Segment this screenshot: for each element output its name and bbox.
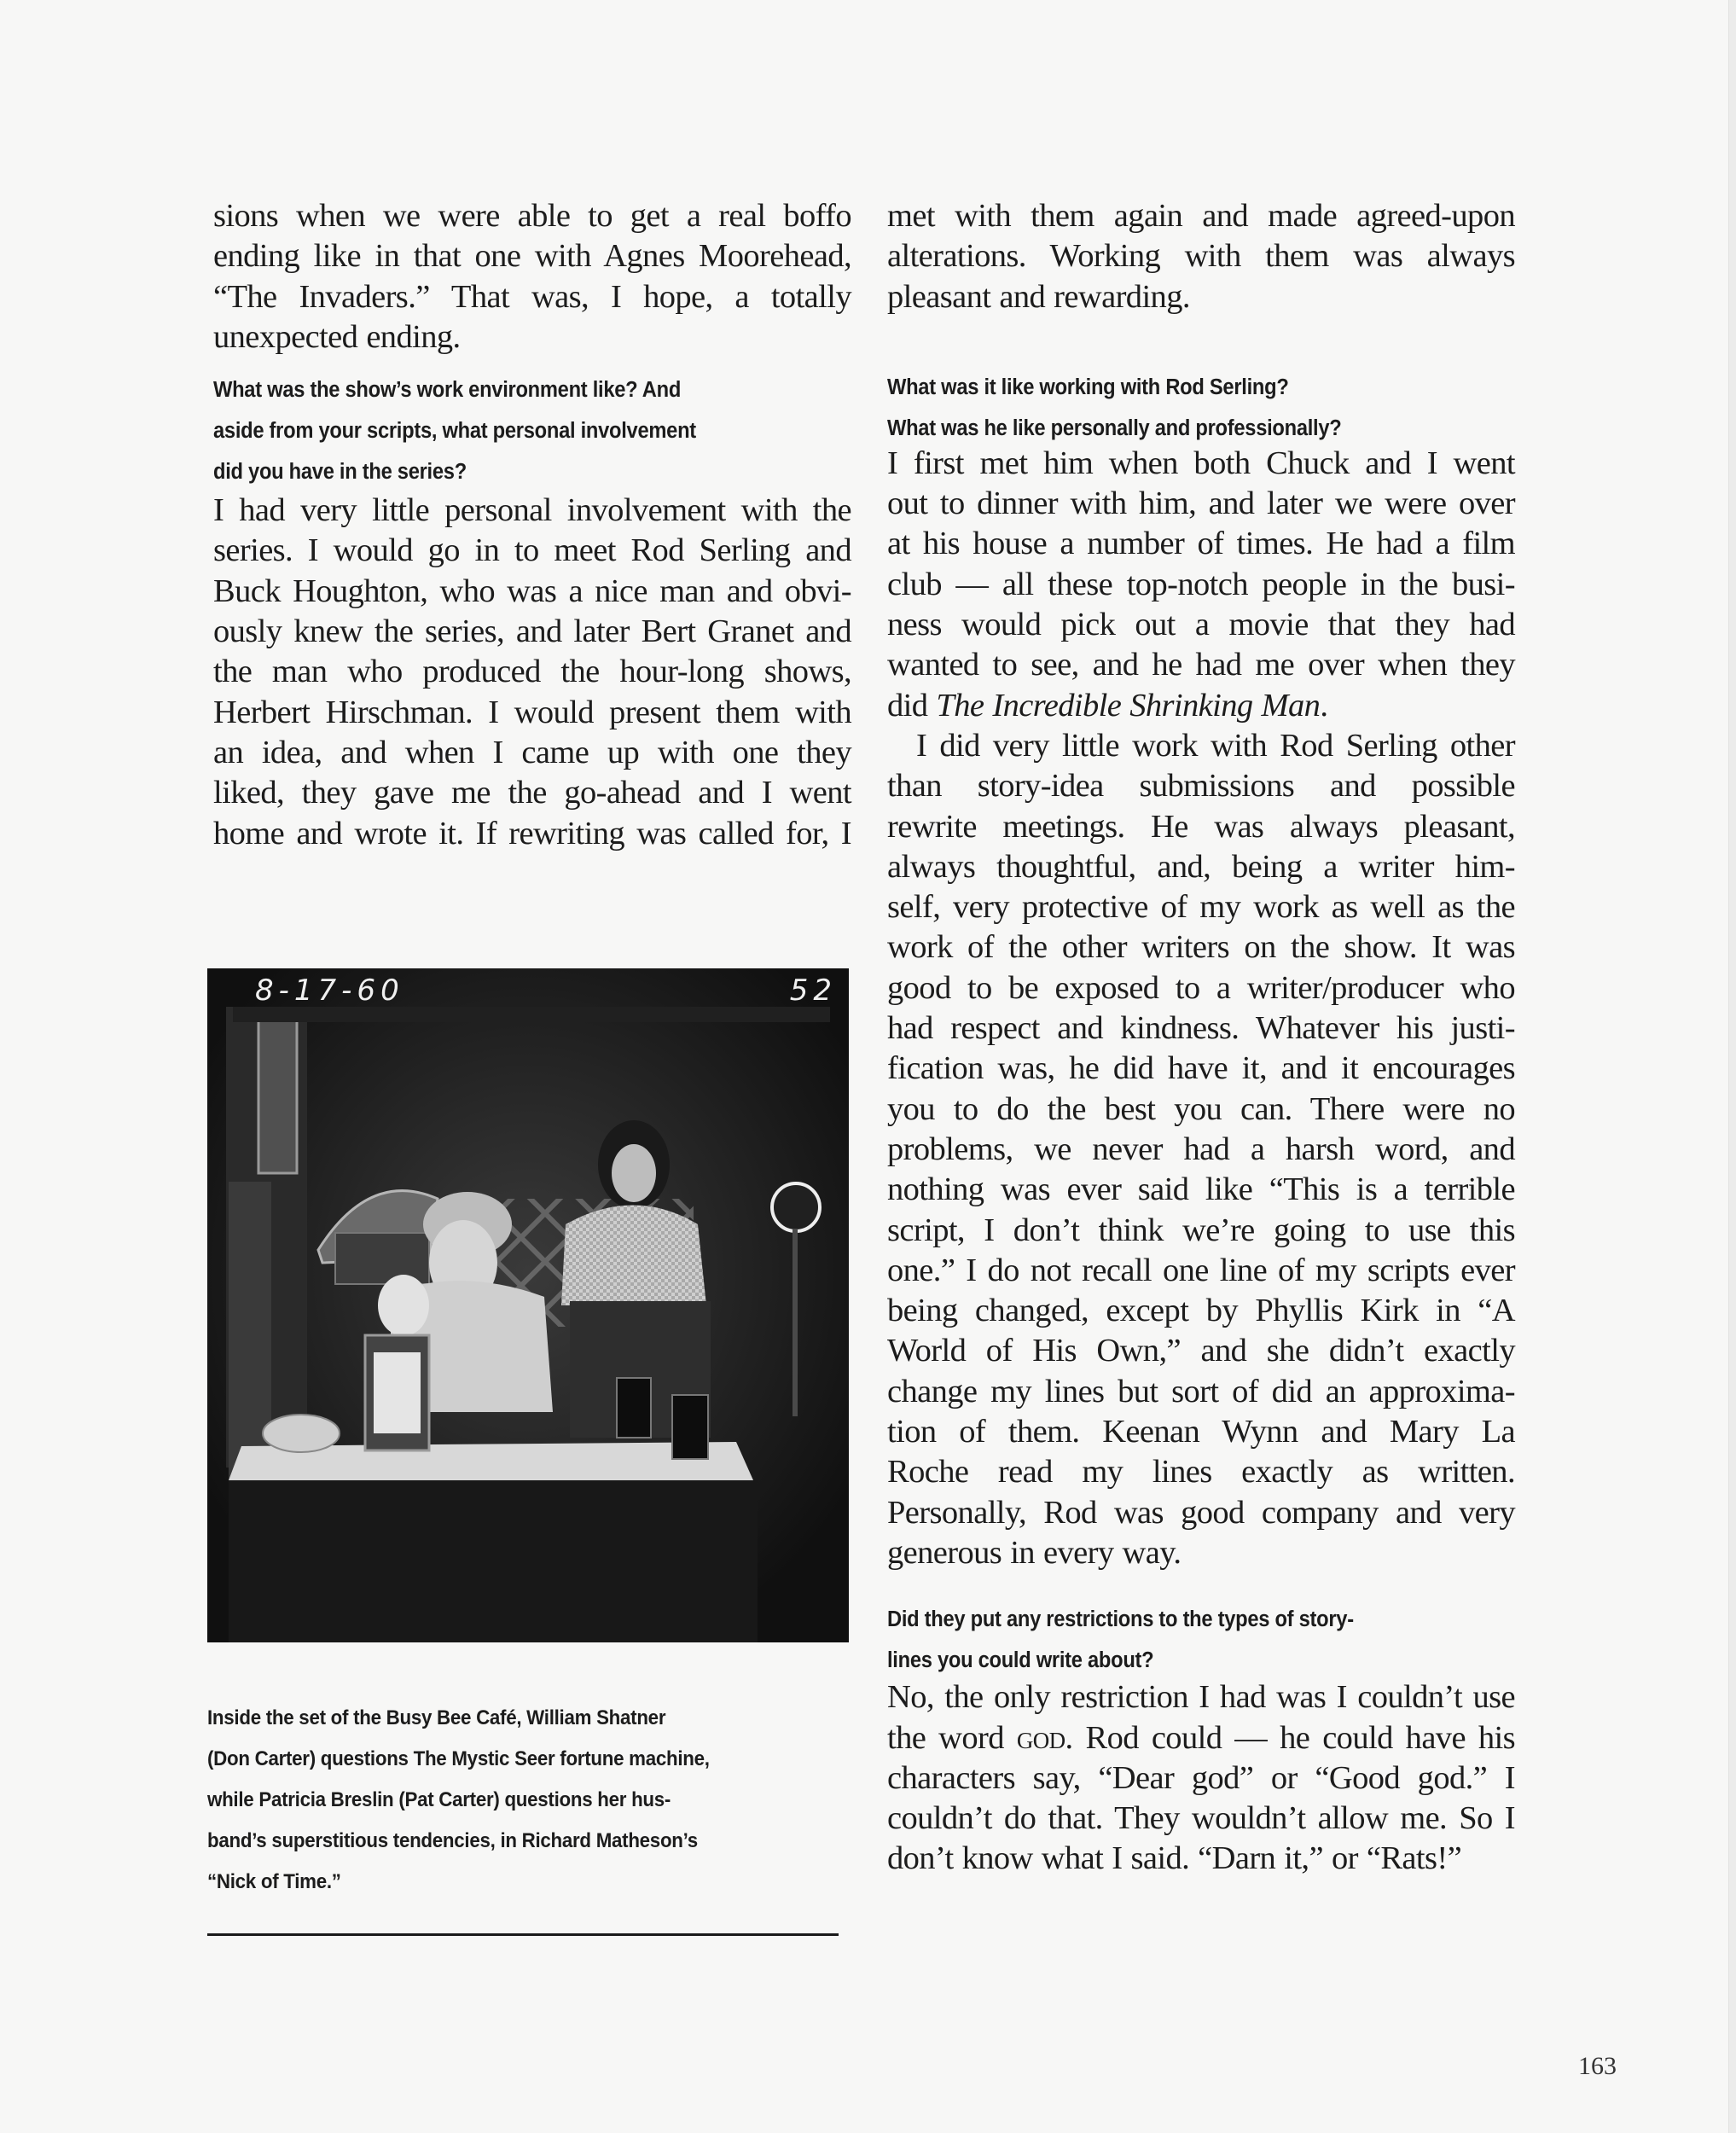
interview-question — [887, 1599, 1518, 1681]
photo-illustration — [207, 968, 849, 1642]
text-line: Buck Houghton, who was a nice man and obvi- — [213, 572, 851, 609]
text-line: good to be exposed to a writer/producer who — [887, 969, 1515, 1006]
text-line: self, very protective of my work as well as the — [887, 889, 1515, 926]
caption-line: Inside the set of the Busy Bee Café, William Shatner — [207, 1706, 666, 1729]
interview-question — [213, 369, 854, 492]
text-line: I first met him when both Chuck and I went — [887, 445, 1515, 481]
table-front — [229, 1480, 758, 1642]
text-line: Personally, Rod was good company and very — [887, 1494, 1515, 1531]
text-line: you to do the best you can. There were no — [887, 1090, 1515, 1127]
text-fragment: . — [1320, 687, 1328, 724]
text-line: liked, they gave me the go-ahead and I went — [213, 775, 851, 811]
photo-frame-number: 52 — [789, 974, 837, 1008]
text-line: the man who produced the hour-long shows, — [213, 654, 851, 690]
question-line: did you have in the series? — [213, 460, 467, 485]
text-line: ending like in that one with Agnes Moorehead, — [213, 238, 851, 275]
text-line: pleasant and rewarding. — [887, 278, 1190, 315]
text-line: being changed, except by Phyllis Kirk in “A — [887, 1293, 1515, 1329]
question-line: lines you could write about? — [887, 1648, 1154, 1673]
text-line: sions when we were able to get a real boffo — [213, 198, 851, 234]
text-line: had respect and kindness. Whatever his justi- — [887, 1010, 1515, 1047]
text-line: ness would pick out a movie that they had — [887, 607, 1515, 643]
interview-question — [887, 367, 1518, 449]
question-line: aside from your scripts, what personal involvement — [213, 419, 696, 444]
man-hand — [378, 1275, 429, 1336]
question-line: What was he like personally and professionally? — [887, 416, 1342, 440]
question-line: What was the show’s work environment like? And — [213, 378, 682, 403]
caption-rule-divider — [207, 1933, 839, 1936]
interview-answer — [887, 1677, 1515, 1879]
text-fragment: . Rod could — he could have his — [1065, 1719, 1516, 1756]
text-line: unexpected ending. — [213, 318, 461, 355]
text-line — [887, 1718, 1515, 1758]
drinking-glass — [672, 1395, 708, 1459]
woman-blouse — [561, 1206, 706, 1306]
drinking-glass — [617, 1378, 651, 1438]
text-line: nothing was ever said like “This is a terrible — [887, 1171, 1515, 1208]
caption-line: (Don Carter) questions The Mystic Seer fortune machine, — [207, 1747, 710, 1770]
text-line: work of the other writers on the show. It was — [887, 929, 1515, 966]
photo-caption — [207, 1698, 856, 1903]
sugar-bowl — [263, 1415, 340, 1452]
stage-lamp — [772, 1183, 820, 1231]
right-column — [887, 196, 1515, 1880]
text-line: I had very little personal involvement with the — [213, 492, 851, 529]
film-still-photo — [207, 968, 849, 1642]
caption-line: “Nick of Time.” — [207, 1870, 341, 1893]
text-line: alterations. Working with them was always — [887, 238, 1515, 275]
smallcaps-word: god — [1016, 1719, 1065, 1756]
text-line: script, I don’t think we’re going to use this — [887, 1212, 1515, 1248]
interview-answer — [887, 444, 1515, 726]
text-line: at his house a number of times. He had a film — [887, 526, 1515, 562]
text-line: Herbert Hirschman. I would present them with — [213, 694, 851, 730]
text-fragment: the word — [887, 1719, 1017, 1756]
text-line: rewrite meetings. He was always pleasant, — [887, 808, 1515, 845]
caption-line: while Patricia Breslin (Pat Carter) questions her hus- — [207, 1788, 671, 1811]
text-line: World of His Own,” and she didn’t exactly — [887, 1333, 1515, 1369]
text-line: ously knew the series, and later Bert Granet and — [213, 613, 851, 650]
caption-line: band’s superstitious tendencies, in Richard Matheson’s — [207, 1829, 698, 1852]
text-line: home and wrote it. If rewriting was called for, I — [213, 815, 851, 851]
text-line — [887, 686, 1515, 726]
text-line: tion of them. Keenan Wynn and Mary La — [887, 1414, 1515, 1450]
text-line: Roche read my lines exactly as written. — [887, 1454, 1515, 1491]
page-edge — [1728, 0, 1736, 2133]
wall-picture — [258, 1011, 297, 1173]
woman-face — [612, 1144, 656, 1202]
film-title: The Incredible Shrinking Man — [936, 687, 1321, 724]
text-fragment: did — [887, 687, 937, 724]
text-line: “The Invaders.” That was, I hope, a totally — [213, 278, 851, 315]
paragraph-continuation — [213, 196, 851, 357]
text-line: I did very little work with Rod Serling other — [916, 727, 1515, 764]
text-line: one.” I do not recall one line of my scripts ever — [887, 1252, 1515, 1288]
text-line: series. I would go in to meet Rod Serling and — [213, 532, 851, 569]
text-line: characters say, “Dear god” or “Good god.” I — [887, 1759, 1515, 1796]
text-line: change my lines but sort of did an approxima- — [887, 1373, 1515, 1409]
text-line: always thoughtful, and, being a writer him- — [887, 848, 1515, 885]
text-line: generous in every way. — [887, 1534, 1182, 1571]
text-line: out to dinner with him, and later we were over — [887, 485, 1515, 522]
text-line: club — all these top-notch people in the busi- — [887, 566, 1515, 602]
text-line: met with them again and made agreed-upon — [887, 198, 1515, 234]
page-number: 163 — [1578, 2052, 1617, 2080]
photo-date-annotation: 8-17-60 — [255, 974, 404, 1008]
text-line: No, the only restriction I had was I couldn’t use — [887, 1679, 1515, 1716]
interview-answer — [213, 491, 851, 854]
text-line: problems, we never had a harsh word, and — [887, 1130, 1515, 1167]
paragraph-continuation — [887, 196, 1515, 317]
question-line: What was it like working with Rod Serling? — [887, 375, 1289, 399]
text-line: wanted to see, and he had me over when they — [887, 647, 1515, 683]
question-line: Did they put any restrictions to the types of story- — [887, 1607, 1354, 1632]
text-line: fication was, he did have it, and it encourages — [887, 1050, 1515, 1087]
text-line: than story-idea submissions and possible — [887, 768, 1515, 805]
interview-answer-continued — [887, 726, 1515, 1573]
text-line: an idea, and when I came up with one they — [213, 734, 851, 770]
text-line: don’t know what I said. “Darn it,” or “Rats!” — [887, 1840, 1462, 1877]
text-line: couldn’t do that. They wouldn’t allow me. So I — [887, 1800, 1515, 1837]
left-column — [213, 196, 851, 854]
